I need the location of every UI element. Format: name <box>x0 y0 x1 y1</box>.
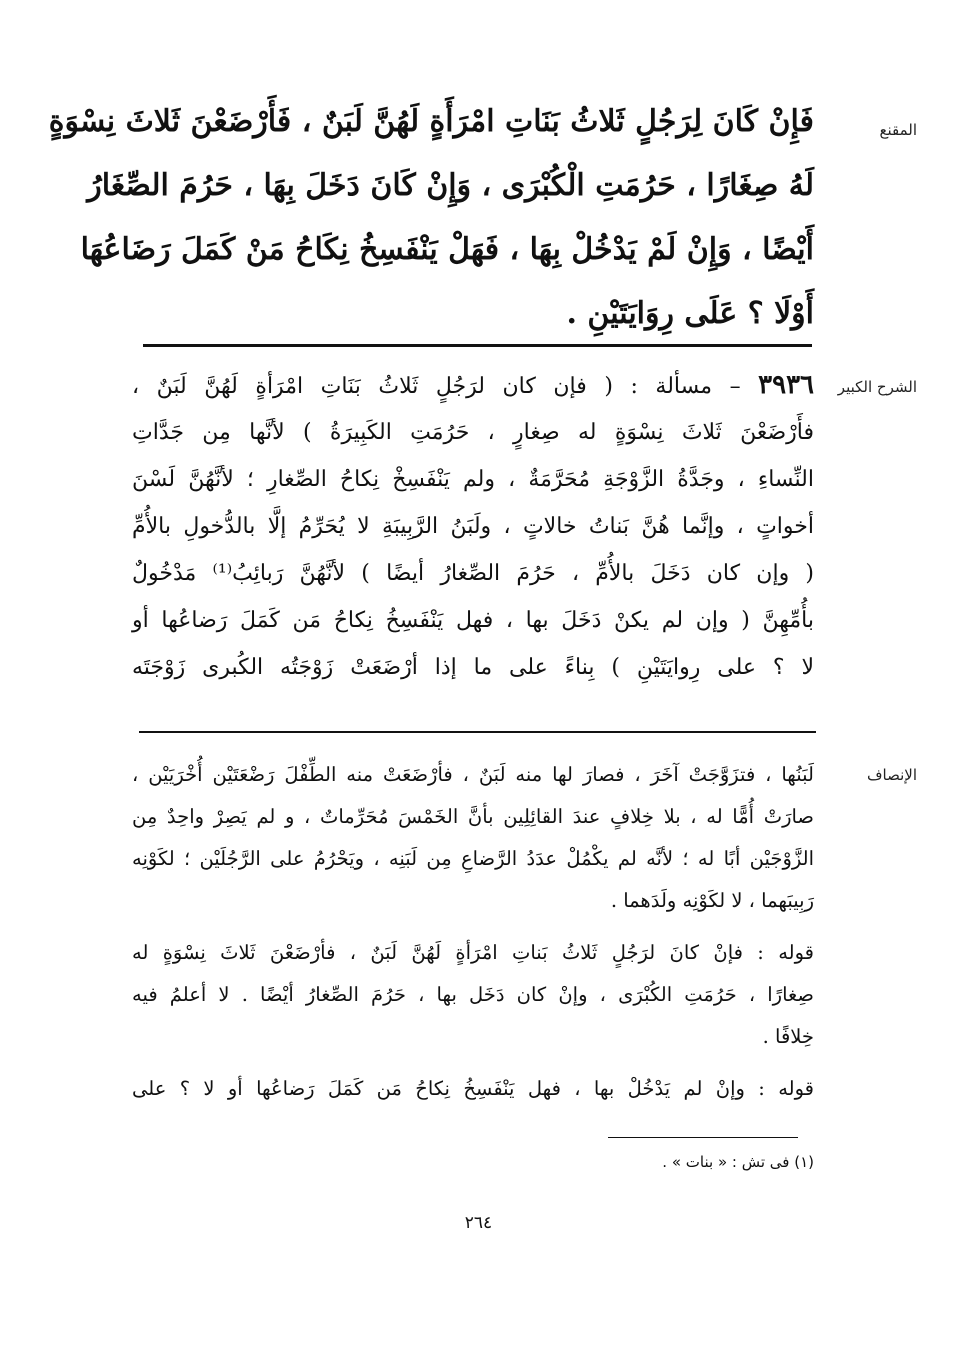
section-divider <box>139 731 816 733</box>
insaf-line: لَبَنُها ، فتزَوَّجَتْ آخَرَ ، فصارَ لها منه لَبَنٌ ، فأرْضَعَتْ منه الطِّفْلَ رَضْعَتَيْن أُخْرَيَيْن ، <box>132 763 814 786</box>
margin-label-insaf: الإنصاف <box>866 766 917 784</box>
insaf-line: الزَّوْجَيْن أبًا له ؛ لأنَّه لم يكْمُلْ عدَدُ الرَّضاعِ مِن لَبَنِه ، ويَحْرُمُ على الرَّجُلَيْن ؛ لكَوْنِه <box>132 847 814 870</box>
sharh-line: ( وإن كان دَخَلَ بالأُمِّ ، حَرُمَ الصِّغارُ أيضًا ) لأنَّهُنَّ رَبائِبُ⁽¹⁾ مَدْخُولٌ <box>132 561 814 586</box>
insaf-text <box>132 754 814 1110</box>
section-divider <box>143 344 812 347</box>
page-number: ٢٦٤ <box>464 1213 493 1233</box>
sharh-first-line <box>132 362 814 409</box>
sharh-text <box>132 362 814 691</box>
insaf-line: خِلافًا . <box>762 1025 814 1048</box>
sharh-line: لا ؟ على رِوايَتَيْنِ ) بِناءً على ما إذا أرْضَعَتْ زَوْجَتُه الكُبرى زَوْجَتَه <box>132 655 814 680</box>
insaf-line: صارَتْ أُمًّا له ، بلا خِلافٍ عندَ القائِلِين بأنَّ الخَمْسَ مُحَرِّماتٌ ، و لم يَصِرْ واحِدٌ مِن <box>132 805 814 828</box>
insaf-line: رَبِيبَهما ، لا لكَوْنِه ولَدَهما . <box>610 889 814 912</box>
margin-label-sharh: الشرح الكبير <box>837 378 917 396</box>
sharh-first-line-text: – مسألة : ( فإن كان لرَجُلٍ ثَلاثُ بَنَاتِ امْرَأةٍ لَهُنَّ لَبَنٌ ، <box>132 374 741 399</box>
muqni-line: أَوْلَا ؟ عَلَى رِوَايَتَيْنِ . <box>566 296 814 331</box>
issue-number: ٣٩٣٦ <box>758 370 814 400</box>
footnote-divider <box>608 1137 798 1138</box>
footnote: (١) فى تش : « بنات » . <box>662 1153 814 1171</box>
sharh-line: بأُمِّهِنَّ ( وإن لم يكنْ دَخَلَ بها ، فهل يَنْفَسِخُ نِكاحُ مَن كَمَلَ رَضاعُها أو <box>132 608 814 633</box>
sharh-line: أخواتٍ ، وإنَّما هُنَّ بَناتُ خالاتٍ ، ولَبَنُ الرَّبِيبَةِ لا يُحَرِّمُ إلَّا بالدُّخولِ بالأُمِّ <box>132 514 814 539</box>
sharh-line: فأَرْضَعْنَ ثَلاثَ نِسْوَةٍ له صِغارٍ ، حَرُمَتِ الكَبِيرَةُ ) لأنَّها مِن جَدَّاتِ <box>132 420 814 445</box>
insaf-line: قوله : وإنْ لم يَدْخُلْ بها ، فهل يَنْفَسِخُ نِكاحُ مَن كَمَلَ رَضاعُها أو لا ؟ على <box>132 1077 814 1100</box>
muqni-text <box>48 90 814 346</box>
insaf-line: صِغارًا ، حَرُمَتِ الكُبْرَى ، وإنْ كان دَخَل بها ، حَرُمَ الصِّغارُ أيْضًا . لا أعلمُ فيه <box>132 983 814 1006</box>
muqni-line: أَيْضًا ، وَإِنْ لَمْ يَدْخُلْ بِهَا ، فَهَلْ يَنْفَسِخُ نِكَاحُ مَنْ كَمَلَ رَضَاعُهَا <box>80 232 814 267</box>
insaf-line: قوله : فإنْ كانَ لرَجُلٍ ثَلاثُ بَناتِ امْرَأةٍ لَهُنَّ لَبَنٌ ، فأرْضَعْنَ ثَلاثَ نِسْوَةٍ له <box>132 941 814 964</box>
margin-label-muqni: المقنع <box>879 121 917 139</box>
muqni-line: فَإِنْ كَانَ لِرَجُلٍ ثَلاثُ بَنَاتِ امْرَأَةٍ لَهُنَّ لَبَنٌ ، فَأَرْضَعْنَ ثَلاثَ نِسْوَةٍ <box>48 104 814 139</box>
muqni-line: لَهُ صِغَارًا ، حَرُمَتِ الْكُبْرَى ، وَإِنْ كَانَ دَخَلَ بِهَا ، حَرُمَ الصِّغَارُ <box>87 168 814 203</box>
sharh-line: النِّساءِ ، وجَدَّةُ الزَّوْجَةِ مُحَرَّمَةٌ ، ولم يَنْفَسِخْ نِكاحُ الصِّغارِ ؛ لأنَّهُنَّ لَسْنَ <box>132 467 814 492</box>
